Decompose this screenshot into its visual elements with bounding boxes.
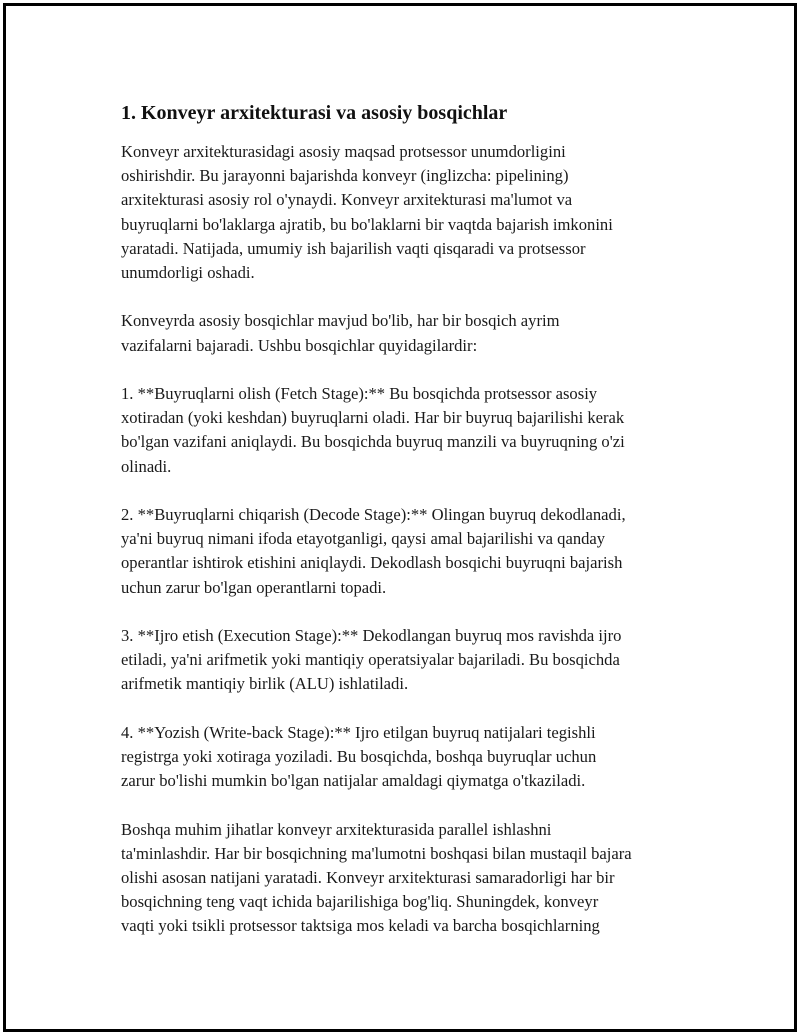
page-frame	[3, 3, 797, 1032]
text-line: arxitekturasi asosiy rol o'ynaydi. Konveyr arxitekturasi ma'lumot va	[121, 190, 573, 210]
text-line: olishi asosan natijani yaratadi. Konveyr arxitekturasi samaradorligi har bir	[121, 868, 615, 887]
paragraph-stages-intro	[121, 309, 701, 357]
paragraph-other-aspects	[121, 818, 701, 939]
text-line: bosqichning teng vaqt ichida bajarilishiga bog'liq. Shuningdek, konveyr	[121, 892, 599, 912]
text-line: operantlar ishtirok etishini aniqlaydi. Dekodlash bosqichi buyruqni bajarish	[121, 553, 623, 573]
text-line: Boshqa muhim jihatlar konveyr arxitekturasida parallel ishlashni	[121, 819, 552, 839]
section-heading: 1. Konveyr arxitekturasi va asosiy bosqichlar	[121, 102, 508, 124]
text-line: ya'ni buyruq nimani ifoda etayotganligi, qaysi amal bajarilishi va qanday	[121, 529, 606, 549]
text-line: 1. **Buyruqlarni olish (Fetch Stage):** Bu bosqichda protsessor asosiy	[121, 384, 598, 403]
text-line: registrga yoki xotiraga yoziladi. Bu bosqichda, boshqa buyruqlar uchun	[121, 747, 597, 766]
text-line: arifmetik mantiqiy birlik (ALU) ishlatiladi.	[121, 674, 409, 694]
paragraph-writeback-stage	[121, 721, 701, 794]
paragraph-intro	[121, 140, 701, 285]
text-line: 3. **Ijro etish (Execution Stage):** Dekodlangan buyruq mos ravishda ijro	[121, 626, 622, 645]
text-line: uchun zarur bo'lgan operantlarni topadi.	[121, 577, 387, 597]
text-line: Konveyrda asosiy bosqichlar mavjud bo'lib, har bir bosqich ayrim	[121, 311, 560, 331]
text-line: Konveyr arxitekturasidagi asosiy maqsad protsessor unumdorligini	[121, 142, 566, 161]
text-line: unumdorligi oshadi.	[121, 263, 255, 283]
text-line: oshirishdir. Bu jarayonni bajarishda konveyr (inglizcha: pipelining)	[121, 166, 569, 186]
text-line: 2. **Buyruqlarni chiqarish (Decode Stage):** Olingan buyruq dekodlanadi,	[121, 505, 626, 524]
text-line: buyruqlarni bo'laklarga ajratib, bu bo'laklarni bir vaqtda bajarish imkonini	[121, 214, 613, 234]
document-body	[121, 100, 701, 963]
paragraph-execution-stage	[121, 624, 701, 697]
paragraph-decode-stage	[121, 503, 701, 600]
text-line: olinadi.	[121, 456, 172, 476]
text-line: xotiradan (yoki keshdan) buyruqlarni oladi. Har bir buyruq bajarilishi kerak	[121, 408, 625, 428]
text-line: zarur bo'lishi mumkin bo'lgan natijalar amaldagi qiymatga o'tkaziladi.	[121, 771, 586, 791]
text-line: bo'lgan vazifani aniqlaydi. Bu bosqichda buyruq manzili va buyruqning o'zi	[121, 432, 625, 452]
paragraph-fetch-stage	[121, 382, 701, 479]
text-line: vazifalarni bajaradi. Ushbu bosqichlar quyidagilardir:	[121, 335, 478, 355]
text-line: 4. **Yozish (Write-back Stage):** Ijro etilgan buyruq natijalari tegishli	[121, 722, 596, 742]
text-line: vaqti yoki tsikli protsessor taktsiga mos keladi va barcha bosqichlarning	[121, 916, 600, 936]
text-line: ta'minlashdir. Har bir bosqichning ma'lumotni boshqasi bilan mustaqil bajara	[121, 843, 632, 863]
text-line: etiladi, ya'ni arifmetik yoki mantiqiy operatsiyalar bajariladi. Bu bosqichda	[121, 650, 620, 670]
text-line: yaratadi. Natijada, umumiy ish bajarilish vaqti qisqaradi va protsessor	[121, 238, 586, 258]
